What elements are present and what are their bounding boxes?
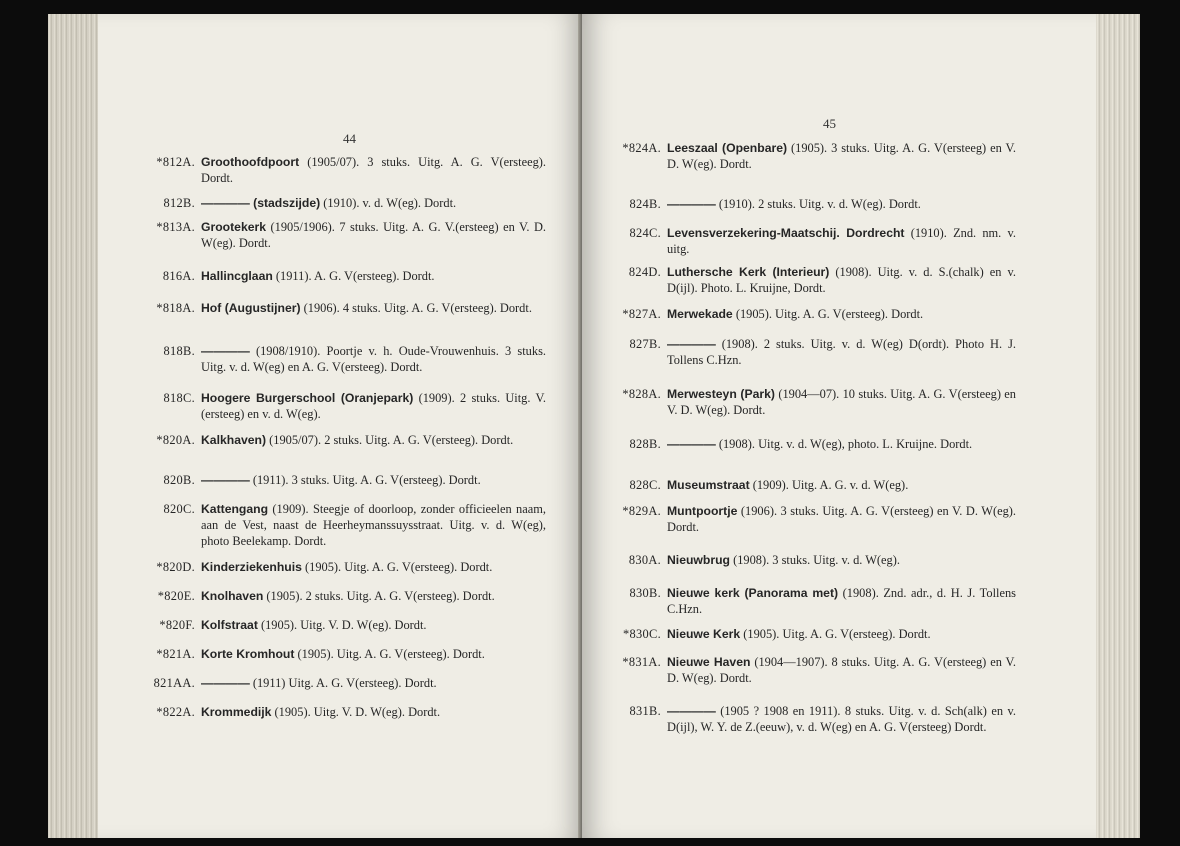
page-number-left: 44	[343, 131, 356, 146]
entry-text	[201, 432, 546, 448]
entry-heading: Museumstraat	[667, 478, 750, 492]
entry-description: (1905/07). 2 stuks. Uitg. A. G. V(ersteeg). Dordt.	[266, 433, 514, 447]
entry-text	[667, 654, 1016, 686]
entry-description: (1908). 3 stuks. Uitg. v. d. W(eg).	[729, 553, 900, 567]
catalog-entry	[148, 195, 546, 211]
entry-heading: Kattengang	[201, 502, 269, 516]
entry-number: *831A.	[622, 655, 661, 669]
entry-text	[201, 219, 546, 251]
entry-number: *827A.	[622, 307, 661, 321]
catalog-entry	[614, 306, 1016, 322]
entry-number: *822A.	[156, 705, 195, 719]
entry-description: (1905). 3 stuks. Uitg. A. G. V(ersteeg) en V. D. W(eg). Dordt.	[667, 141, 1016, 171]
catalog-entry	[614, 386, 1016, 418]
entry-heading: ————	[667, 704, 716, 718]
entry-description: (1906). 3 stuks. Uitg. A. G. V(ersteeg) en V. D. W(eg). Dordt.	[667, 504, 1016, 534]
entry-description: (1910). 2 stuks. Uitg. v. d. W(eg). Dordt.	[715, 197, 921, 211]
catalog-entry	[148, 300, 546, 316]
entry-heading: Groothoofdpoort	[201, 155, 300, 169]
entry-text	[667, 626, 1016, 642]
entry-description: (1905). Uitg. V. D. W(eg). Dordt.	[257, 618, 427, 632]
entry-heading: Merwekade	[667, 307, 733, 321]
catalog-entry	[148, 432, 546, 448]
entry-heading: Muntpoortje	[667, 504, 738, 518]
entry-heading: ————	[667, 337, 716, 351]
entry-heading: Kinderziekenhuis	[201, 560, 302, 574]
entry-text	[201, 154, 546, 186]
catalog-entry	[614, 503, 1016, 535]
entry-number: *813A.	[156, 220, 195, 234]
entry-description: (1905). Uitg. A. G. V(ersteeg). Dordt.	[732, 307, 924, 321]
entry-number: *820E.	[157, 589, 195, 603]
entry-description: (1909). Steegje of doorloop, zonder officieelen naam, aan de Vest, naast de Heerheymanssuysstraat. Uitg. v. d. W(eg), photo Beelekamp. Dordt.	[201, 502, 546, 548]
catalog-entry	[148, 268, 546, 284]
catalog-entry	[148, 154, 546, 186]
catalog-entry	[148, 559, 546, 575]
catalog-entry	[148, 675, 546, 691]
entry-text	[201, 617, 546, 633]
entry-description: (1904—1907). 8 stuks. Uitg. A. G. V(ersteeg) en V. D. W(eg). Dordt.	[667, 655, 1017, 685]
entry-heading: Kalkhaven)	[201, 433, 267, 447]
entry-number: 830A.	[628, 553, 661, 567]
entry-number: 830B.	[629, 586, 661, 600]
entry-text	[201, 472, 546, 488]
entry-number: *824A.	[622, 141, 661, 155]
entry-heading: Korte Kromhout	[201, 647, 295, 661]
entry-description: (1905). 2 stuks. Uitg. A. G. V(ersteeg). Dordt.	[263, 589, 495, 603]
entry-number: *818A.	[156, 301, 195, 315]
page-number-right: 45	[823, 116, 836, 131]
entry-description: (1910). Znd. nm. v. uitg.	[667, 226, 1016, 256]
entry-text	[201, 501, 546, 549]
catalog-entry	[148, 704, 546, 720]
entry-heading: Nieuwe kerk (Panorama met)	[667, 586, 839, 600]
entry-heading: Nieuwe Haven	[667, 655, 751, 669]
entry-number: 812B.	[163, 196, 195, 210]
page-edges-left	[48, 14, 102, 838]
entry-text	[201, 268, 546, 284]
entry-number: 824C.	[629, 226, 661, 240]
entry-text	[667, 386, 1016, 418]
entry-heading: ————	[201, 344, 250, 358]
entry-heading: Luthersche Kerk (Interieur)	[667, 265, 830, 279]
entry-number: 818B.	[163, 344, 195, 358]
catalog-entry	[614, 196, 1016, 212]
entry-number: *820A.	[156, 433, 195, 447]
entry-text	[201, 343, 546, 375]
entry-description: (1911). A. G. V(ersteeg). Dordt.	[272, 269, 435, 283]
catalog-entry	[614, 626, 1016, 642]
entry-description: (1905). Uitg. A. G. V(ersteeg). Dordt.	[294, 647, 485, 661]
entry-text	[667, 225, 1016, 257]
entry-number: 828C.	[629, 478, 661, 492]
entry-heading: ————	[667, 197, 716, 211]
entry-description: (1908). 2 stuks. Uitg. v. d. W(eg) D(ordt). Photo H. J. Tollens C.Hzn.	[667, 337, 1016, 367]
entry-description: (1908). Znd. adr., d. H. J. Tollens C.Hzn.	[667, 586, 1016, 616]
entry-number: 818C.	[163, 391, 195, 405]
catalog-entry	[148, 617, 546, 633]
entry-description: (1911). 3 stuks. Uitg. A. G. V(ersteeg). Dordt.	[249, 473, 481, 487]
entry-description: (1904—07). 10 stuks. Uitg. A. G. V(ersteeg) en V. D. W(eg). Dordt.	[667, 387, 1017, 417]
entry-text	[667, 703, 1016, 735]
entry-heading: ———— (stadszijde)	[201, 196, 321, 210]
catalog-entry	[148, 646, 546, 662]
entry-number: *828A.	[622, 387, 661, 401]
catalog-entry	[148, 472, 546, 488]
catalog-entry	[148, 588, 546, 604]
entry-text	[201, 390, 546, 422]
entry-number: 827B.	[629, 337, 661, 351]
entry-description: (1905/1906). 7 stuks. Uitg. A. G. V.(ersteeg) en V. D. W(eg). Dordt.	[201, 220, 546, 250]
entry-number: *820D.	[156, 560, 195, 574]
entry-text	[667, 503, 1016, 535]
entry-number: 824B.	[629, 197, 661, 211]
entry-description: (1909). Uitg. A. G. v. d. W(eg).	[749, 478, 909, 492]
catalog-entry	[614, 703, 1016, 735]
entry-number: 824D.	[628, 265, 661, 279]
right-page	[582, 14, 1096, 838]
entry-heading: Levensverzekering-Maatschij. Dordrecht	[667, 226, 905, 240]
entry-text	[201, 646, 546, 662]
entry-number: 816A.	[162, 269, 195, 283]
entry-number: *821A.	[156, 647, 195, 661]
entry-heading: Hoogere Burgerschool (Oranjepark)	[201, 391, 414, 405]
entry-heading: ————	[201, 473, 250, 487]
catalog-entry	[148, 343, 546, 375]
entry-text	[201, 704, 546, 720]
entry-number: *830C.	[623, 627, 661, 641]
entry-text	[667, 306, 1016, 322]
entry-text	[201, 300, 546, 316]
entry-heading: Hof (Augustijner)	[201, 301, 301, 315]
entry-number: 821AA.	[153, 676, 195, 690]
entry-description: (1905). Uitg. A. G. V(ersteeg). Dordt.	[301, 560, 493, 574]
entry-description: (1908). Uitg. v. d. S.(chalk) en v. D(ijl). Photo. L. Kruijne, Dordt.	[667, 265, 1016, 295]
entry-text	[667, 477, 1016, 493]
catalog-entry	[614, 436, 1016, 452]
entry-description: (1910). v. d. W(eg). Dordt.	[320, 196, 457, 210]
entry-heading: Merwesteyn (Park)	[667, 387, 775, 401]
entry-description: (1908). Uitg. v. d. W(eg), photo. L. Kruijne. Dordt.	[715, 437, 973, 451]
catalog-entry	[614, 654, 1016, 686]
catalog-entry	[614, 552, 1016, 568]
entry-description: (1905/07). 3 stuks. Uitg. A. G. V(ersteeg). Dordt.	[201, 155, 546, 185]
entry-number: 820C.	[163, 502, 195, 516]
entry-heading: Krommedijk	[201, 705, 272, 719]
entry-text	[667, 336, 1016, 368]
entry-number: *829A.	[622, 504, 661, 518]
entry-text	[201, 588, 546, 604]
entry-text	[667, 585, 1016, 617]
entry-description: (1905). Uitg. A. G. V(ersteeg). Dordt.	[740, 627, 931, 641]
entry-heading: ————	[667, 437, 716, 451]
catalog-entry	[614, 225, 1016, 257]
entry-heading: Knolhaven	[201, 589, 264, 603]
entry-number: 828B.	[629, 437, 661, 451]
entry-text	[667, 264, 1016, 296]
entry-text	[201, 559, 546, 575]
open-book	[48, 14, 1140, 838]
catalog-entry	[614, 585, 1016, 617]
left-page	[98, 14, 582, 838]
catalog-entry	[614, 140, 1016, 172]
entry-text	[667, 140, 1016, 172]
entry-number: *812A.	[156, 155, 195, 169]
entry-heading: Nieuwe Kerk	[667, 627, 741, 641]
catalog-entry	[614, 264, 1016, 296]
entry-description: (1906). 4 stuks. Uitg. A. G. V(ersteeg). Dordt.	[300, 301, 532, 315]
page-edges-right	[1096, 14, 1140, 838]
entry-description: (1911) Uitg. A. G. V(ersteeg). Dordt.	[249, 676, 437, 690]
catalog-entry	[614, 477, 1016, 493]
entry-description: (1905 ? 1908 en 1911). 8 stuks. Uitg. v. d. Sch(alk) en v. D(ijl), W. Y. de Z.(eeuw), v. d. W(eg) en A. G. V(ersteeg) Dordt.	[667, 704, 1016, 734]
catalog-entry	[148, 390, 546, 422]
entry-heading: ————	[201, 676, 250, 690]
catalog-entry	[148, 501, 546, 549]
entry-heading: Leeszaal (Openbare)	[667, 141, 788, 155]
entry-description: (1905). Uitg. V. D. W(eg). Dordt.	[271, 705, 441, 719]
entry-number: 831B.	[629, 704, 661, 718]
entry-number: *820F.	[159, 618, 195, 632]
entry-heading: Grootekerk	[201, 220, 267, 234]
entry-text	[667, 196, 1016, 212]
catalog-entry	[614, 336, 1016, 368]
entry-description: (1909). 2 stuks. Uitg. V.(ersteeg) en v. d. W(eg).	[201, 391, 546, 421]
entry-text	[201, 675, 546, 691]
entry-number: 820B.	[163, 473, 195, 487]
entry-heading: Kolfstraat	[201, 618, 258, 632]
entry-text	[201, 195, 546, 211]
catalog-entry	[148, 219, 546, 251]
entry-heading: Hallincglaan	[201, 269, 273, 283]
entry-description: (1908/1910). Poortje v. h. Oude-Vrouwenhuis. 3 stuks. Uitg. v. d. W(eg) en A. G. V(ersteeg). Dordt.	[201, 344, 546, 374]
entry-text	[667, 436, 1016, 452]
entry-heading: Nieuwbrug	[667, 553, 730, 567]
entry-text	[667, 552, 1016, 568]
